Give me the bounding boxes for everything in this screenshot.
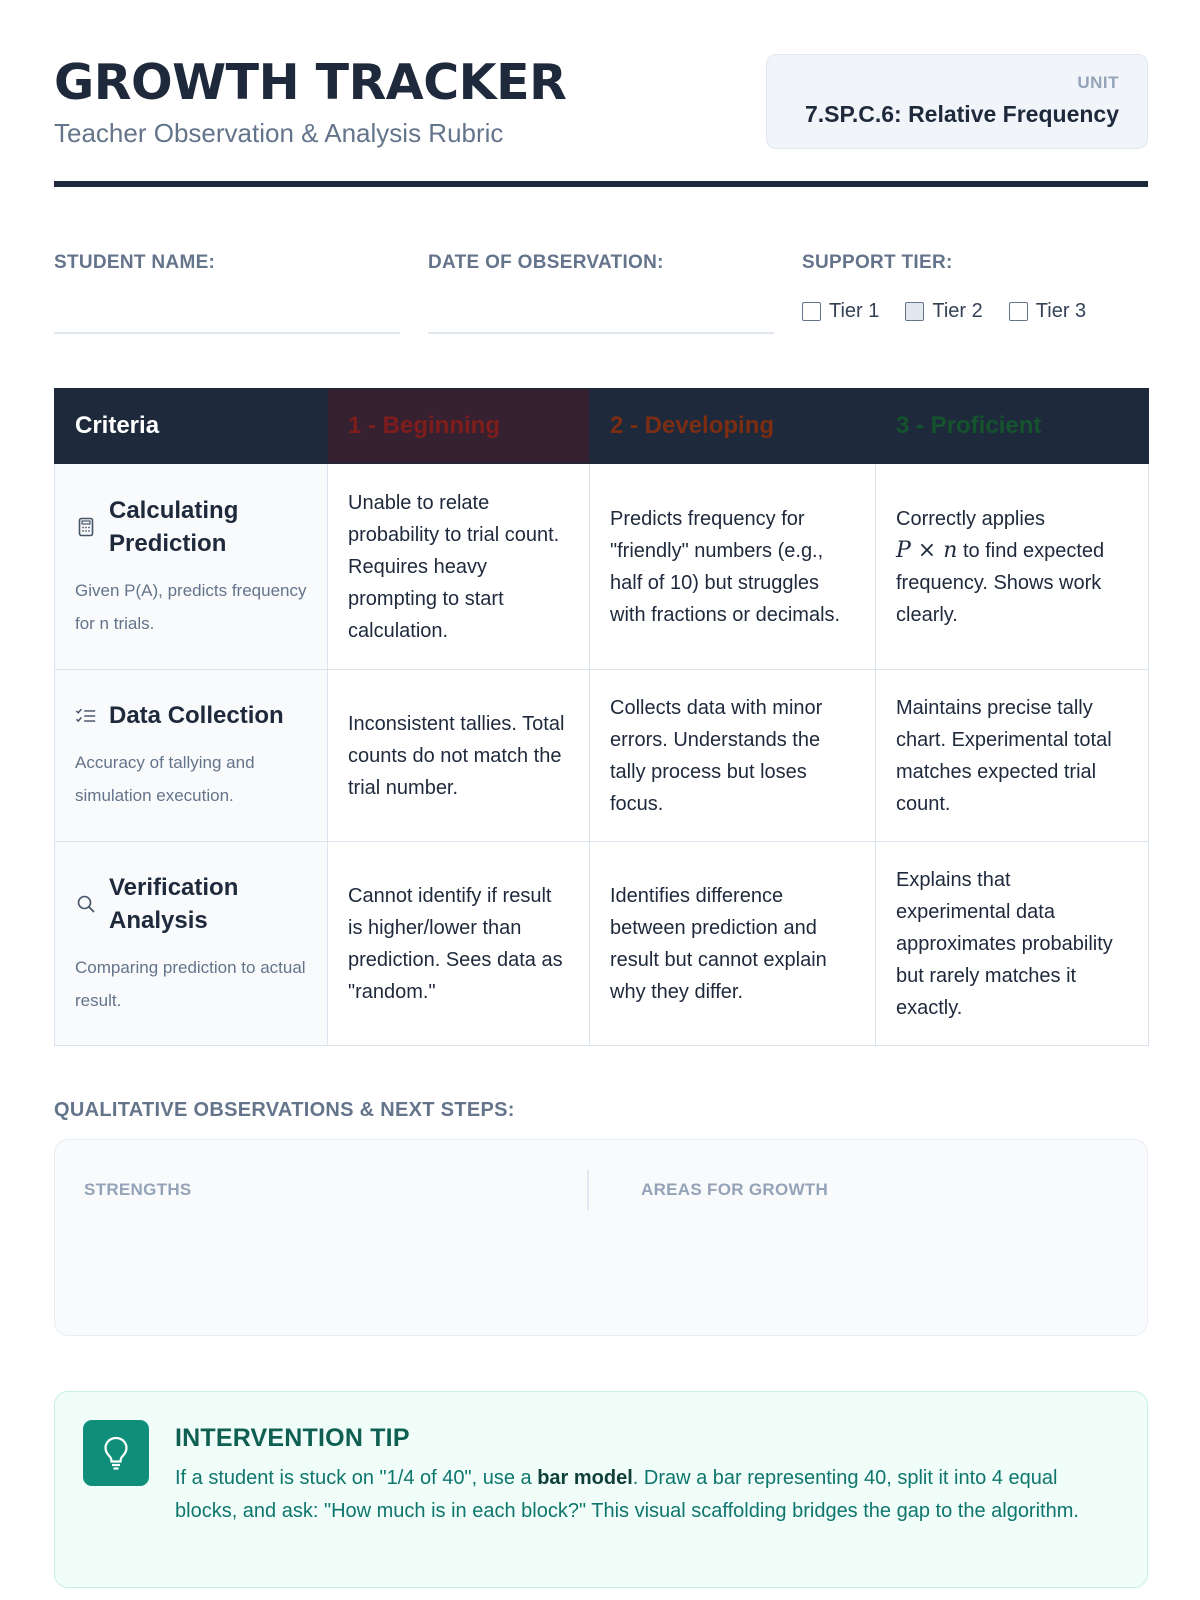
criteria-name: Verification Analysis (109, 873, 239, 934)
header-criteria: Criteria (55, 389, 328, 464)
date-label: DATE OF OBSERVATION: (428, 252, 664, 273)
criteria-description: Accuracy of tallying and simulation execution. (75, 753, 255, 805)
criteria-cell (55, 464, 328, 670)
developing-cell: Predicts frequency for "friendly" numbers (e.g., half of 10) but struggles with fractions or decimals. (590, 464, 876, 670)
beginning-cell: Cannot identify if result is higher/lower than prediction. Sees data as "random." (328, 842, 590, 1046)
formula: P × n (896, 537, 958, 563)
header-divider (54, 181, 1148, 187)
header-proficient: 3 - Proficient (876, 389, 1149, 464)
proficient-cell: Maintains precise tally chart. Experimental total matches expected trial count. (876, 670, 1149, 842)
developing-cell: Collects data with minor errors. Understands the tally process but loses focus. (590, 670, 876, 842)
table-row (55, 670, 1149, 842)
tip-text-pre: If a student is stuck on "1/4 of 40", use a (175, 1467, 532, 1489)
header-developing: 2 - Developing (590, 389, 876, 464)
search-icon (75, 894, 97, 914)
observations-label: QUALITATIVE OBSERVATIONS & NEXT STEPS: (54, 1099, 515, 1121)
page-subtitle: Teacher Observation & Analysis Rubric (54, 118, 504, 148)
rubric-table (54, 388, 1149, 1046)
date-field[interactable] (428, 332, 774, 334)
criteria-name: Calculating Prediction (109, 496, 239, 557)
proficient-cell (876, 464, 1149, 670)
criteria-description: Comparing prediction to actual result. (75, 957, 306, 1010)
tier-3-label: Tier 3 (1035, 300, 1087, 322)
intervention-tip (54, 1391, 1148, 1588)
student-name-field[interactable] (54, 332, 400, 334)
strengths-label: STRENGTHS (84, 1180, 192, 1199)
tier-2-checkbox[interactable] (905, 300, 982, 323)
checklist-icon (75, 706, 97, 726)
unit-value: 7.SP.C.6: Relative Frequency (804, 101, 1119, 127)
table-row (55, 842, 1149, 1046)
page-title: GROWTH TRACKER (54, 54, 567, 111)
observations-area[interactable] (54, 1139, 1148, 1336)
criteria-cell (55, 670, 328, 842)
criteria-name: Data Collection (109, 702, 284, 729)
table-row (55, 464, 1149, 670)
criteria-description: Given P(A), predicts frequency for n trials. (75, 580, 307, 633)
unit-card (766, 54, 1148, 149)
tip-text (175, 1462, 1125, 1528)
growth-label: AREAS FOR GROWTH (641, 1180, 829, 1199)
checkbox-icon (905, 302, 924, 321)
tip-title: INTERVENTION TIP (175, 1424, 410, 1452)
proficient-text-pre: Correctly applies (896, 507, 1045, 530)
beginning-cell: Inconsistent tallies. Total counts do not match the trial number. (328, 670, 590, 842)
unit-label: UNIT (1077, 73, 1119, 92)
proficient-cell: Explains that experimental data approximates probability but rarely matches it exactly. (876, 842, 1149, 1046)
calculator-icon (75, 517, 97, 537)
rubric-page (54, 0, 1148, 1600)
beginning-cell: Unable to relate probability to trial count. Requires heavy prompting to start calculation. (328, 464, 590, 670)
table-header-row (55, 389, 1149, 464)
checkbox-icon (1009, 302, 1028, 321)
developing-cell: Identifies difference between prediction and result but cannot explain why they differ. (590, 842, 876, 1046)
student-name-label: STUDENT NAME: (54, 252, 216, 273)
proficient-text-post: to find expected frequency. Shows work clearly. (896, 539, 1105, 626)
checkbox-icon (802, 302, 821, 321)
header-beginning: 1 - Beginning (328, 389, 590, 464)
tier-2-label: Tier 2 (932, 300, 983, 322)
support-tier-options (802, 300, 1086, 323)
lightbulb-icon (83, 1420, 149, 1486)
tip-text-bold: bar model (537, 1467, 633, 1489)
tip-text-post: . Draw a bar representing 40, split it into 4 equal blocks, and ask: "How much is in each block?" This visual scaffolding bridges the gap to the algorithm. (175, 1467, 1079, 1522)
support-tier-label: SUPPORT TIER: (802, 252, 953, 273)
tier-1-label: Tier 1 (829, 300, 880, 322)
column-divider (587, 1170, 589, 1210)
criteria-cell (55, 842, 328, 1046)
tier-1-checkbox[interactable] (802, 300, 879, 323)
tier-3-checkbox[interactable] (1009, 300, 1086, 323)
